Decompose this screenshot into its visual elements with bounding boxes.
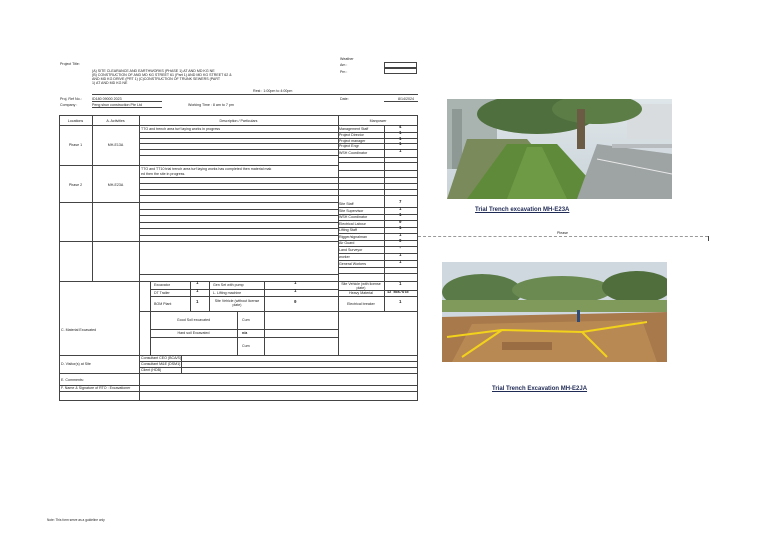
mp2-role-5: Rigger/signalman — [339, 235, 367, 239]
rest-label: Rest : 1:00pm to 4:00pm — [253, 89, 293, 93]
phase1-bottom — [59, 165, 338, 166]
mp2-role-8: worker — [339, 255, 350, 259]
site-photo-2 — [442, 262, 667, 362]
table-header-bottom — [59, 125, 418, 126]
company-value: Peng shun construction Pte Ltd — [92, 103, 142, 107]
visitor-2: Client (HDB) — [141, 368, 162, 372]
mp2-count-9: 1 — [399, 261, 402, 265]
visitor-1: Consultant M&E (DSM1) — [141, 362, 181, 366]
equip-1-name2: L. Lifting machine — [213, 291, 242, 295]
equip-2-count2: 0 — [294, 301, 297, 305]
equip-0-count2: 1 — [294, 282, 297, 286]
photo-caption-2: Trial Trench Excavation MH-E2JA — [492, 386, 588, 392]
mp1-role-1: Project Director — [339, 133, 364, 137]
continuation-line — [418, 236, 708, 237]
phase2-location: Phase 2 — [68, 183, 83, 187]
mp1-count-2: 1 — [399, 138, 402, 142]
mp2-count-8: 1 — [399, 254, 402, 258]
mp1-role-3: Project Engr — [339, 144, 359, 148]
pm-label: Pm : — [340, 70, 348, 74]
project-title-line-1: (A) SITE CLEARANCE AND EARTHWORKS (PHASE 1) AT AND MD KG NE — [92, 69, 215, 73]
company-underline — [92, 107, 162, 108]
date-label: Date: — [340, 97, 349, 101]
col-activities: A. Activities — [106, 119, 125, 123]
hard-soil-value: n/a — [242, 331, 248, 335]
mp2-role-2: WSH Coordinator — [339, 215, 368, 219]
please-label: Please — [557, 231, 568, 235]
equip-0-count: 1 — [196, 282, 199, 286]
mp2-role-4: Lifting Staff — [339, 228, 357, 232]
comments-label: E. Comments: — [61, 378, 84, 382]
good-soil-label: Good Soil excavated — [176, 318, 211, 322]
equip-right-2-count: 1 — [399, 301, 402, 305]
mp2-role-7: Land Surveyor — [339, 248, 363, 252]
am-label: Am : — [340, 63, 348, 67]
equip-right-0-name: Site Vehicle (with license plate) — [341, 282, 381, 290]
mp2-count-6: 0 — [399, 240, 402, 244]
phase2-description-line-2: ed then the site in progress. — [141, 172, 186, 176]
mp2-role-0: Site Staff — [339, 202, 354, 206]
col-description: Description / Particulars — [219, 119, 258, 123]
site-photo-2-image — [442, 262, 667, 362]
date-value: 8/14/2024 — [398, 97, 414, 101]
proj-ref-value: ID180 09000 2023 — [92, 97, 122, 101]
site-photo-1-image — [447, 99, 672, 199]
equip-right-1-count: 12 Nos/Old — [387, 291, 409, 295]
pm-field[interactable] — [384, 68, 417, 74]
working-time: Working Time : 8 am to 7 pm — [188, 103, 234, 107]
mp2-role-6: Air Guard — [339, 241, 355, 245]
equip-right-0-count: 1 — [399, 283, 402, 287]
signature-label: F. Name & Signature of RTO : Excavationer — [61, 386, 131, 390]
visitor-label: D. Visitor(s) at Site — [61, 362, 91, 366]
mp1-count-0: 4 — [399, 126, 402, 130]
phase1-activity: MH-E13A — [107, 143, 124, 147]
equip-2-count: 1 — [196, 301, 199, 305]
equip-1-count2: 1 — [294, 290, 297, 294]
visitor-0: Consultant CEO (BCA/S) — [141, 356, 182, 360]
mp2-count-5: 1 — [399, 234, 402, 238]
other-soil-unit: Cum — [242, 344, 250, 348]
mp1-role-2: Project manager — [339, 139, 366, 143]
site-photo-1 — [447, 99, 672, 199]
equip-2-name: BOM Plant — [154, 302, 172, 306]
mp2-count-2: 1 — [399, 214, 402, 218]
phase2-description-line-1: TTO and TT10 trial trench area turf laying works has completed then material mak — [141, 167, 272, 171]
mp1-count-4: 1 — [399, 150, 402, 154]
project-title-label: Project Title: — [60, 62, 80, 66]
mp2-count-0: 7 — [399, 201, 402, 205]
equip-right-1-name: Heavy Material — [349, 291, 373, 295]
mp2-role-1: Site Supervisor — [339, 209, 364, 213]
col-manpower: Manpower — [369, 119, 387, 123]
good-soil-unit: Cum — [242, 318, 250, 322]
hard-soil-label: Hard soil Excavated — [177, 331, 210, 335]
mp1-role-4: WSH Coordinator — [339, 151, 368, 155]
project-title-line-3: AND MD KG DRIVE (PRT 1) (C)CONSTRUCTION OF TRUNK SEWERS (PART — [92, 77, 221, 81]
col-locations: Locations — [67, 119, 84, 123]
mp1-count-3: 1 — [399, 143, 402, 147]
col-line-2 — [139, 115, 140, 281]
proj-ref-label: Proj. Ref No.: — [60, 97, 82, 101]
photo-caption-1: Trial Trench excavation MH-E23A — [475, 207, 570, 213]
phase2-activity: MH-E23A — [107, 183, 124, 187]
company-label: Company : — [60, 103, 78, 107]
date-underline — [384, 101, 418, 102]
phase1-description: TTO and trench area turf laying works in progress — [141, 127, 221, 131]
mp2-count-3: 0 — [399, 221, 402, 225]
col-line-4 — [384, 125, 385, 311]
equip-right-2-name: Electrical breaker — [347, 302, 375, 306]
footer-note: Note: This form serve as a guideline only — [47, 518, 105, 522]
col-line-1 — [92, 115, 93, 281]
phase2-bottom — [59, 202, 338, 203]
mp2-count-1: 1 — [399, 208, 402, 212]
mp2-role-9: General Workers — [339, 262, 367, 266]
equip-0-name: Excavator — [154, 283, 170, 287]
equip-2-name2: Site Vehicle (without license plate) — [214, 299, 260, 307]
mp2-count-7: - — [399, 247, 402, 251]
weather-label: Weather — [340, 57, 354, 61]
mp1-count-1: 1 — [399, 132, 402, 136]
equip-1-count: 1 — [196, 290, 199, 294]
equip-1-name: DT Trailer — [154, 291, 170, 295]
header-divider — [92, 94, 418, 95]
material-label: C. Material Excavated — [61, 328, 97, 332]
proj-ref-underline — [92, 101, 162, 102]
project-title-line-4: 1) AT AND MD KG NE — [92, 81, 128, 85]
project-title-line-2: (B) CONSTRUCTION OF AND MD KG STREET 61 (Part 1) AND MD KG STREET 62 & — [92, 73, 232, 77]
mp2-role-3: Electrical Labour — [339, 222, 366, 226]
mp2-count-4: 1 — [399, 227, 402, 231]
phase1-location: Phase 1 — [68, 143, 83, 147]
equip-0-name2: Gen Set with pump — [213, 283, 244, 287]
mp1-role-0: Management Staff — [339, 127, 369, 131]
